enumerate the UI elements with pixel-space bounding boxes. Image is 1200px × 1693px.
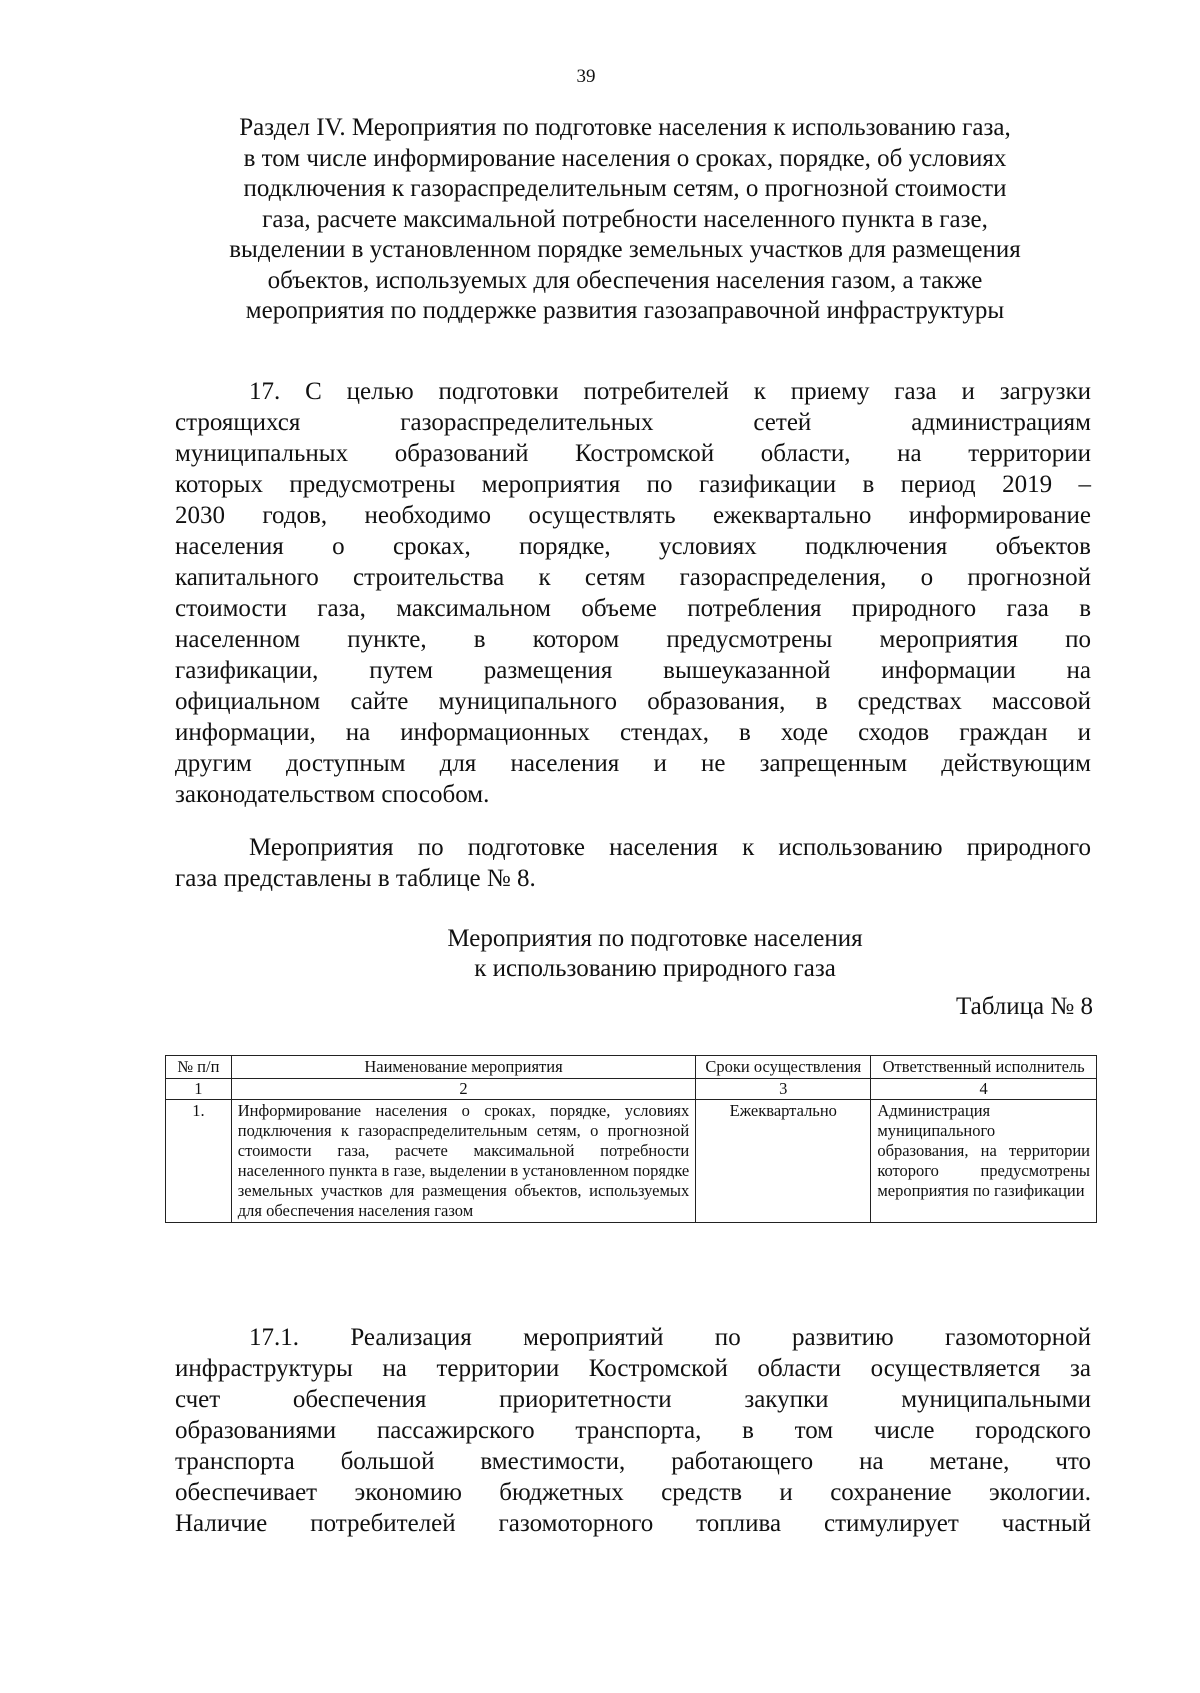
row-executor: Администрация муниципального образования, на территории которого предусмотрены мероприятия по газификации	[871, 1100, 1097, 1223]
table-number: Таблица № 8	[955, 993, 1093, 1020]
paragraph-line: информации, на информационных стендах, в ходе сходов граждан и	[175, 719, 1091, 746]
paragraph-line: газа представлены в таблице № 8.	[175, 865, 536, 892]
paragraph-line: образованиями пассажирского транспорта, в том числе городского	[175, 1417, 1091, 1444]
header-executor: Ответственный исполнитель	[871, 1056, 1097, 1079]
events-table	[165, 1055, 1097, 1223]
paragraph-line: счет обеспечения приоритетности закупки муниципальными	[175, 1386, 1091, 1413]
section-heading-line: мероприятия по поддержке развития газозаправочной инфраструктуры	[245, 297, 1005, 324]
paragraph-line: строящихся газораспределительных сетей администрациям	[175, 409, 1091, 436]
paragraph-17-1	[175, 1322, 1091, 1539]
paragraph-line: другим доступным для населения и не запрещенным действующим	[175, 750, 1091, 777]
section-heading-line: газа, расчете максимальной потребности населенного пункта в газе,	[262, 205, 988, 233]
column-number: 2	[231, 1079, 695, 1100]
paragraph-line: капитального строительства к сетям газораспределения, о прогнозной	[175, 564, 1091, 591]
paragraph-line: обеспечивает экономию бюджетных средств и сохранение экологии.	[175, 1479, 1091, 1506]
paragraph-line: официальном сайте муниципального образования, в средствах массовой	[175, 688, 1091, 715]
header-name: Наименование мероприятия	[231, 1056, 695, 1079]
section-heading-line: выделении в установленном порядке земельных участков для размещения	[229, 236, 1021, 263]
paragraph-line: законодательством способом.	[175, 781, 490, 808]
paragraph-line: Наличие потребителей газомоторного топлива стимулирует частный	[175, 1510, 1091, 1537]
paragraph-17	[175, 376, 1091, 810]
column-number: 1	[166, 1079, 232, 1100]
header-number: № п/п	[166, 1056, 232, 1079]
paragraph-line: населенном пункте, в котором предусмотрены мероприятия по	[175, 626, 1091, 653]
paragraph-line: которых предусмотрены мероприятия по газификации в период 2019 –	[175, 471, 1091, 498]
table-title-line: к использованию природного газа	[474, 955, 836, 982]
header-term: Сроки осуществления	[696, 1056, 871, 1079]
section-heading-line: объектов, используемых для обеспечения населения газом, а также	[267, 266, 983, 294]
paragraph-table-intro	[175, 832, 1091, 894]
section-heading-line: Раздел IV. Мероприятия по подготовке населения к использованию газа,	[239, 114, 1011, 141]
column-number: 4	[871, 1079, 1097, 1100]
paragraph-line: стоимости газа, максимальном объеме потребления природного газа в	[175, 595, 1091, 622]
paragraph-line: 2030 годов, необходимо осуществлять ежеквартально информирование	[175, 502, 1091, 529]
table-row	[166, 1100, 1097, 1223]
section-heading-line: в том числе информирование населения о сроках, порядке, об условиях	[243, 144, 1007, 172]
row-event-name: Информирование населения о сроках, порядке, условиях подключения к газораспределительным сетям, о прогнозной стоимости газа, расчете максимальной потребности населенного пункта в газе, выделении в установленном порядке земельных участков для размещения объектов, используемых для обеспечения населения газом	[231, 1100, 695, 1223]
table-header-row	[166, 1056, 1097, 1079]
paragraph-line: 17.1. Реализация мероприятий по развитию газомоторной	[249, 1324, 1091, 1351]
paragraph-line: газификации, путем размещения вышеуказанной информации на	[175, 657, 1091, 684]
paragraph-line: инфраструктуры на территории Костромской области осуществляется за	[175, 1355, 1091, 1382]
column-number: 3	[696, 1079, 871, 1100]
paragraph-line: транспорта большой вместимости, работающего на метане, что	[175, 1448, 1091, 1475]
paragraph-line: 17. С целью подготовки потребителей к приему газа и загрузки	[249, 378, 1091, 405]
table-title-line: Мероприятия по подготовке населения	[447, 925, 863, 952]
paragraph-line: муниципальных образований Костромской области, на территории	[175, 440, 1091, 467]
table-title	[380, 924, 930, 984]
row-number: 1.	[166, 1100, 232, 1223]
row-term: Ежеквартально	[696, 1100, 871, 1223]
paragraph-line: Мероприятия по подготовке населения к использованию природного	[249, 834, 1091, 861]
page-number: 39	[576, 66, 596, 87]
table-column-number-row	[166, 1079, 1097, 1100]
paragraph-line: населения о сроках, порядке, условиях подключения объектов	[175, 533, 1091, 560]
section-heading	[160, 113, 1090, 327]
section-heading-line: подключения к газораспределительным сетям, о прогнозной стоимости	[243, 175, 1007, 202]
